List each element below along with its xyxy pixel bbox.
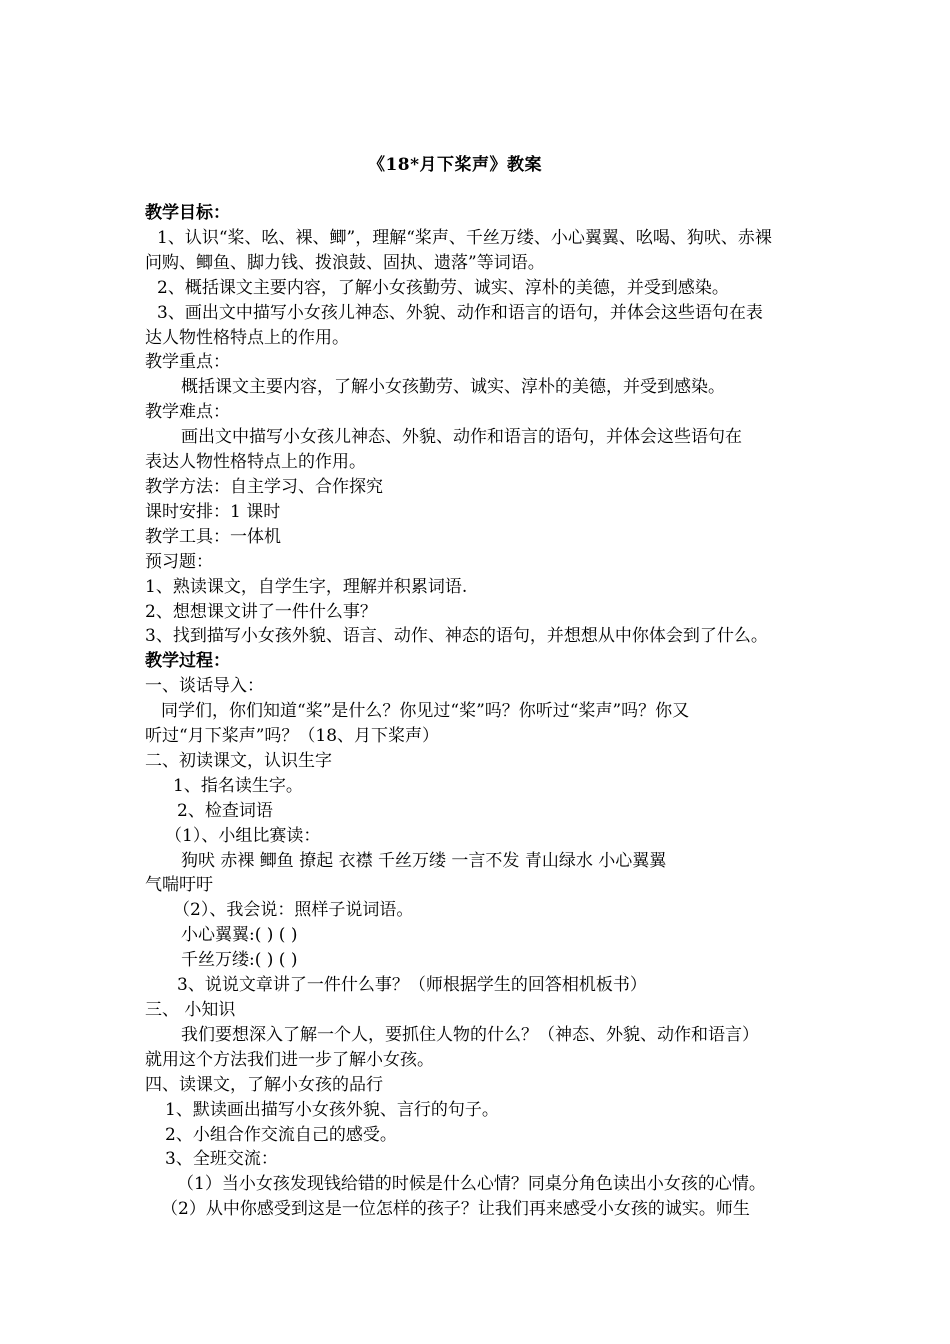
- section-4-item-2: 2、小组合作交流自己的感受。: [165, 1124, 397, 1145]
- section-1-heading: 一、谈话导入：: [145, 676, 264, 697]
- process-heading: 教学过程：: [145, 651, 230, 672]
- section-1-line-2: 听过“月下桨声”吗？（18、月下桨声）: [145, 726, 440, 747]
- section-2-item-3: 3、说说文章讲了一件什么事？（师根据学生的回答相机板书）: [177, 975, 647, 996]
- document-body: [145, 201, 815, 1222]
- preview-item-3: 3、找到描写小女孩外貌、语言、动作、神态的语句，并想想从中你体会到了什么。: [145, 626, 768, 647]
- section-2-item-2: 2、检查词语: [177, 800, 273, 821]
- preview-item-2: 2、想想课文讲了一件什么事？: [145, 601, 377, 622]
- teaching-tools: 教学工具：一体机: [145, 526, 281, 547]
- class-schedule: 课时安排：1 课时: [145, 501, 281, 522]
- difficulty-heading: 教学难点：: [145, 402, 230, 423]
- difficulty-line-1: 画出文中描写小女孩儿神态、外貌、动作和语言的语句，并体会这些语句在: [181, 427, 742, 448]
- objective-item-1-line-2: 问购、鲫鱼、脚力钱、拨浪鼓、固执、遗落”等词语。: [145, 252, 545, 273]
- word-pattern-1: 小心翼翼:( ) ( ): [181, 925, 298, 946]
- section-1-line-1: 同学们，你们知道“桨”是什么？你见过“桨”吗？你听过“桨声”吗？你又: [161, 701, 690, 722]
- objective-item-3-line-1: 3、画出文中描写小女孩儿神态、外貌、动作和语言的语句，并体会这些语句在表: [157, 302, 763, 323]
- section-4-item-3: 3、全班交流：: [165, 1149, 278, 1170]
- document-title: 《18*月下桨声》教案: [367, 155, 543, 175]
- vocabulary-list-line-1: 狗吠 赤裸 鲫鱼 撩起 衣襟 千丝万缕 一言不发 青山绿水 小心翼翼: [181, 850, 667, 871]
- section-4-question-1: （1）当小女孩发现钱给错的时候是什么心情？同桌分角色读出小女孩的心情。: [177, 1174, 766, 1195]
- section-4-item-1: 1、默读画出描写小女孩外貌、言行的句子。: [165, 1099, 499, 1120]
- section-2-sub-1: （1）、小组比赛读：: [165, 825, 321, 846]
- preview-heading: 预习题：: [145, 551, 213, 572]
- section-3-line-2: 就用这个方法我们进一步了解小女孩。: [145, 1049, 434, 1070]
- objective-item-1-line-1: 1、认识“桨、吆、裸、鲫”，理解“桨声、千丝万缕、小心翼翼、吆喝、狗吠、赤裸: [157, 227, 772, 248]
- section-4-heading: 四、读课文，了解小女孩的品行: [145, 1074, 383, 1095]
- difficulty-line-2: 表达人物性格特点上的作用。: [145, 452, 366, 473]
- section-2-heading: 二、初读课文，认识生字: [145, 750, 332, 771]
- word-pattern-2: 千丝万缕:( ) ( ): [181, 950, 298, 971]
- preview-item-1: 1、熟读课文，自学生字，理解并积累词语.: [145, 576, 468, 597]
- objective-item-3-line-2: 达人物性格特点上的作用。: [145, 327, 349, 348]
- section-3-line-1: 我们要想深入了解一个人，要抓住人物的什么？（神态、外貌、动作和语言）: [181, 1024, 759, 1045]
- section-4-question-2: （2）从中你感受到这是一位怎样的孩子？让我们再来感受小女孩的诚实。师生: [161, 1199, 750, 1220]
- teaching-method: 教学方法：自主学习、合作探究: [145, 476, 383, 497]
- vocabulary-list-line-2: 气喘吁吁: [145, 875, 213, 896]
- section-3-heading: 三、 小知识: [145, 1000, 236, 1020]
- key-point-text: 概括课文主要内容，了解小女孩勤劳、诚实、淳朴的美德，并受到感染。: [181, 377, 725, 398]
- section-2-item-1: 1、指名读生字。: [173, 775, 303, 796]
- section-2-sub-2: （2）、我会说：照样子说词语。: [173, 900, 414, 921]
- objective-item-2: 2、概括课文主要内容，了解小女孩勤劳、诚实、淳朴的美德，并受到感染。: [157, 277, 729, 298]
- key-point-heading: 教学重点：: [145, 352, 230, 373]
- objectives-heading: 教学目标：: [145, 203, 230, 223]
